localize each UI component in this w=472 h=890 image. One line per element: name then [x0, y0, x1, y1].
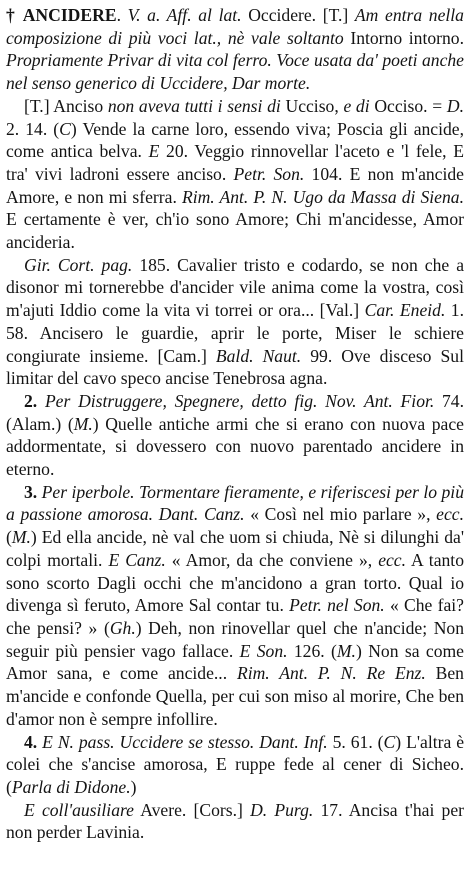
entry-headword-paragraph — [6, 4, 464, 95]
italic-text: D. — [446, 95, 464, 116]
italic-text: M. — [73, 413, 93, 434]
italic-text: e di — [343, 95, 370, 116]
italic-text: ecc. — [378, 549, 407, 570]
text-run: « Così nel mio parlare », — [244, 504, 437, 525]
italic-text: Car. Eneid. — [364, 300, 446, 321]
italic-text: Petr. Son. — [233, 163, 305, 184]
text-run: ) Non sa come Amor sana, e come ancide... — [6, 640, 464, 684]
text-run: ) — [130, 776, 137, 797]
text-run: ) Deh, non rinovellar quel che n'ancide; Non seguir più pensier vago fallace. — [6, 617, 464, 661]
text-run: ) Quelle antiche armi che si erano con nuova pace addormentate, si dovessero con nuovo parentado ancidere in eterno. — [6, 413, 464, 480]
text-run: Occiso. = — [369, 95, 447, 116]
text-run: « Che fai? che pensi? » ( — [6, 595, 464, 638]
italic-text: Petr. nel Son. — [289, 595, 385, 616]
text-run: 17. Ancisa t'hai per non perder Lavinia. — [6, 799, 465, 843]
text-run: 2. 14. ( — [6, 118, 60, 139]
text-run: ) Vende la carne loro, essendo viva; Poscia gli ancide, come antica belva. — [6, 118, 465, 162]
text-run: Ben m'ancide e confonde Quella, per cui son miso al morire, Che ben d'amor non è sempre infollire. — [6, 663, 464, 729]
text-run: Intorno intorno. — [343, 27, 464, 48]
italic-text: ecc. — [436, 504, 464, 525]
italic-text: E Son. — [239, 640, 288, 661]
bold-text: † — [6, 5, 23, 25]
italic-text: C — [383, 731, 396, 752]
italic-text: E Canz. — [108, 549, 166, 570]
text-run: A tanto sono scorto Dagli occhi che m'ancidono a gran torto. Qual io divenga sì feruto, Amore Sal contar tu. — [6, 549, 464, 616]
italic-text: Per Distruggere, Spegnere, detto fig. Nov. Ant. Fior. — [44, 390, 435, 411]
italic-text: V. a. Aff. al lat. — [127, 5, 242, 25]
text-run: [T.] Anciso — [24, 95, 108, 116]
bold-text: 2. — [24, 390, 45, 411]
text-run: ) Ed ella ancide, nè val che uom si chiuda, Nè si dilunghi da' colpi mortali. — [6, 527, 464, 570]
entry-paragraph — [6, 390, 464, 481]
italic-text: Rim. Ant. P. N. Re Enz. — [236, 663, 426, 684]
bold-text: 4. — [24, 731, 43, 752]
text-run: Avere. [Cors.] — [134, 799, 251, 820]
text-run: 20. Veggio rinnovellar l'aceto e 'l fele, E tra' vivi ladroni essere anciso. — [6, 141, 464, 184]
italic-text: C — [59, 118, 71, 139]
italic-text: non aveva tutti i sensi di — [107, 95, 281, 116]
italic-text: Per iperbole. Tormentare fieramente, e riferiscesi per lo più a passione amorosa. Dant. Canz. — [6, 481, 464, 525]
entry-paragraph — [6, 95, 464, 254]
text-run: 1. 58. Ancisero le guardie, aprir le porte, Miser le schiere congiurate insieme. [Cam.] — [6, 300, 464, 366]
italic-text: Gh. — [109, 617, 136, 638]
text-run: 74. (Alam.) ( — [6, 390, 465, 434]
text-run: E certamente è ver, ch'io sono Amore; Chi m'ancidesse, Amor ancideria. — [6, 209, 464, 253]
italic-text: D. Purg. — [250, 799, 314, 820]
italic-text: Parla di Didone. — [11, 776, 131, 797]
italic-text: E coll'ausiliare — [24, 799, 134, 820]
italic-text: E — [148, 141, 160, 162]
text-run: 104. E non m'ancide Amore, e non mi sferra. — [6, 163, 464, 207]
text-run: « Amor, da che conviene », — [165, 549, 379, 570]
text-run: 99. Ove disceso Sul limitar del cavo speco ancise Tenebrosa agna. — [6, 345, 464, 389]
entry-paragraph — [6, 481, 464, 731]
text-run: ( — [6, 527, 12, 548]
italic-text: Bald. Naut. — [215, 345, 302, 366]
italic-text: E N. pass. Uccidere se stesso. Dant. Inf. — [42, 731, 328, 752]
italic-text: Propriamente Privar di vita col ferro. Voce usata da' poeti anche nel senso generico di Uccidere, Dar morte. — [6, 50, 464, 94]
text-run: 5. 61. ( — [327, 731, 384, 752]
italic-text: Am entra nella composizione di più voci lat., nè vale soltanto — [6, 5, 464, 48]
text-run: 185. Cavalier tristo e codardo, se non che a disonor mi tornerebbe d'ancider vile anima come la vostra, così m'ajuti Iddio come la vita vi torrei or ora... [Val.] — [6, 254, 465, 321]
entry-paragraph — [6, 799, 464, 844]
italic-text: M. — [336, 640, 356, 661]
entry-paragraph — [6, 254, 464, 390]
entry-paragraph — [6, 731, 464, 799]
bold-text: ANCIDERE — [22, 5, 117, 25]
text-run: Occidere. [T.] — [241, 5, 355, 25]
italic-text: Gir. Cort. pag. — [24, 254, 133, 275]
bold-text: 3. — [24, 481, 42, 502]
text-run: ) L'altra è colei che s'ancise amorosa, E ruppe fede al cener di Sicheo. ( — [6, 731, 465, 797]
text-run: 126. ( — [287, 640, 337, 661]
text-run: Ucciso, — [280, 95, 344, 116]
italic-text: M. — [11, 527, 31, 548]
italic-text: Rim. Ant. P. N. Ugo da Massa di Siena. — [181, 186, 464, 207]
text-run: . — [116, 5, 128, 25]
